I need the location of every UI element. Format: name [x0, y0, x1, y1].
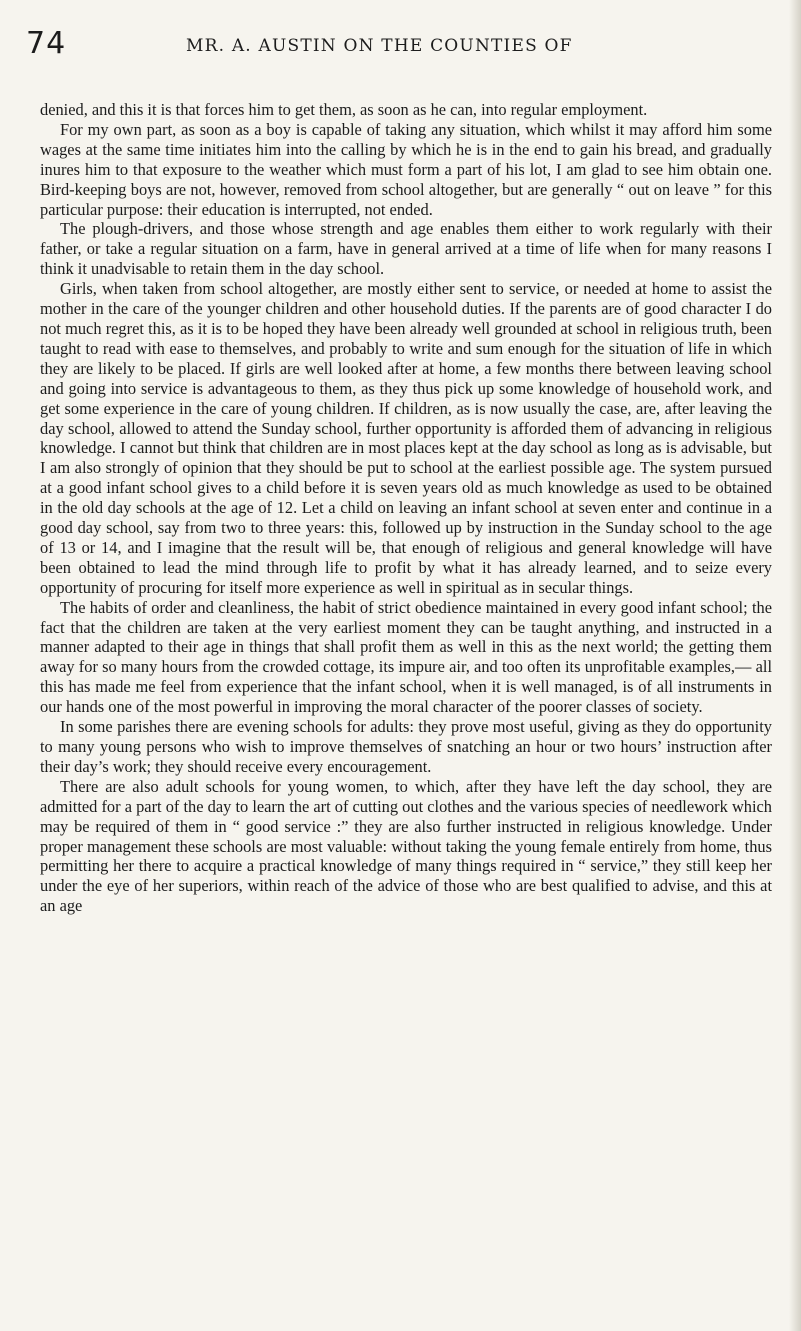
- paragraph: The plough-drivers, and those whose strength and age enables them either to work regularly with their father, or take a regular situation on a farm, have in general arrived at a time of life when for many reasons I think it unadvisable to retain them in the day school.: [40, 219, 772, 279]
- paragraph: denied, and this it is that forces him to get them, as soon as he can, into regular employment.: [40, 100, 648, 119]
- paragraph: The habits of order and cleanliness, the habit of strict obedience maintained in every good infant school; the fact that the children are taken at the very earliest moment they can be taught anything, and instructed in a manner adapted to their age in things that shall profit them as well in this as the next world; the getting them away for so many hours from the crowded cottage, its impure air, and too often its unprofitable examples,— all this has made me feel from experience that the infant school, when it is well managed, is of all instruments in our hands one of the most powerful in improving the moral character of the poorer classes of society.: [40, 597, 772, 717]
- page-header: [26, 26, 761, 66]
- body-text: [40, 100, 772, 916]
- page-edge-shadow: [789, 0, 801, 1331]
- paragraph: In some parishes there are evening schools for adults: they prove most useful, giving as they do opportunity to many young persons who wish to improve themselves of snatching an hour or two hours’ instruction after their day’s work; they should receive every encouragement.: [40, 717, 772, 776]
- page-number: 74: [26, 26, 67, 61]
- paragraph: For my own part, as soon as a boy is capable of taking any situation, which whilst it may afford him some wages at the same time initiates him into the calling by which he is in the end to gain his bread, and gradually inures him to that exposure to the weather which must form a part of his lot, I am glad to see him obtain one. Bird-keeping boys are not, however, removed from school altogether, but are generally “ out on leave ” for this particular purpose: their education is interrupted, not ended.: [40, 119, 772, 219]
- running-head: MR. A. AUSTIN ON THE COUNTIES OF: [186, 36, 573, 56]
- paragraph: There are also adult schools for young women, to which, after they have left the day school, they are admitted for a part of the day to learn the art of cutting out clothes and the various species of needlework which may be required of them in “ good service :” they are also further instructed in religious knowledge. Under proper management these schools are most valuable: without taking the young female entirely from home, thus permitting her there to acquire a practical knowledge of many things required in “ service,” they still keep her under the eye of her superiors, within reach of the advice of those who are best qualified to advise, and this at an age: [40, 776, 772, 916]
- paragraph: Girls, when taken from school altogether, are mostly either sent to service, or needed at home to assist the mother in the care of the younger children and other household duties. If the parents are of good character I do not much regret this, as it is to be hoped they have been already well grounded at school in religious truth, been taught to read with ease to themselves, and probably to write and sum enough for the situation of life in which they are likely to be placed. If girls are well looked after at home, a few months there between leaving school and going into service is advantageous to them, as they thus pick up some knowledge of household work, and get some experience in the care of young children. If children, as is now usually the case, are, after leaving the day school, allowed to attend the Sunday school, further opportunity is afforded them of advancing in religious knowledge. I cannot but think that children are in most places kept at the day school as long as is advisable, but I am also strongly of opinion that they should be put to school at the earliest possible age. The system pursued at a good infant school gives to a child before it is seven years old as much knowledge as used to be obtained in the old day schools at the age of 12. Let a child on leaving an infant school at seven enter and continue in a good day school, say from two to three years: this, followed up by instruction in the Sunday school to the age of 13 or 14, and I imagine that the result will be, that enough of religious and general knowledge will have been obtained to lead the mind through life to profit by what it has already learned, and to seize every opportunity of procuring for itself more experience as well in spiritual as in secular things.: [40, 279, 772, 597]
